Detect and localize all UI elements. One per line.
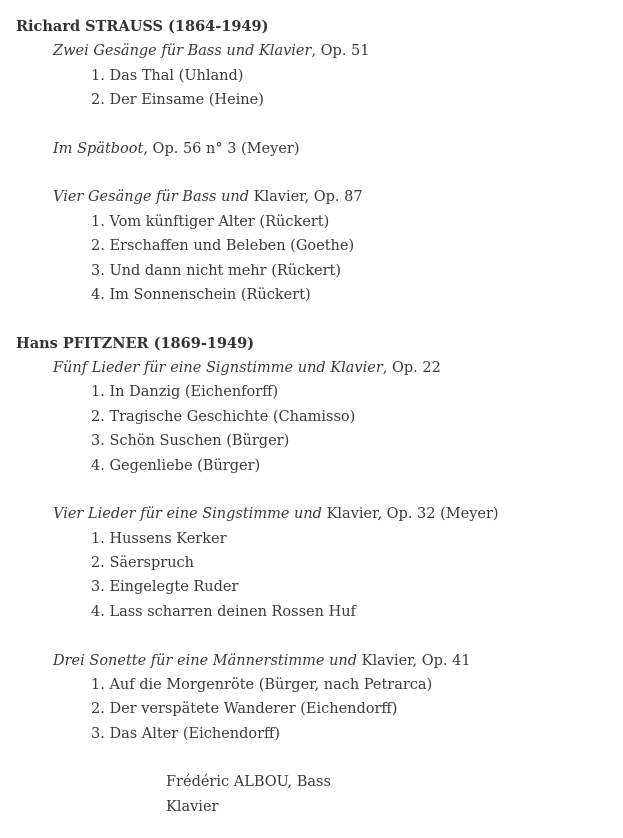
- song-item: 3. Das Alter (Eichendorff): [91, 726, 280, 742]
- work-title: [53, 188, 363, 206]
- song-item: 1. Das Thal (Uhland): [91, 68, 244, 84]
- work-title: [53, 505, 499, 523]
- song-item: 1. Auf die Morgenröte (Bürger, nach Petrarca): [91, 677, 433, 693]
- work-title-italic: Zwei Gesänge für Bass und Klavier: [53, 43, 312, 59]
- work-title-opus: Klavier, Op. 87: [249, 189, 363, 205]
- composer-heading: Richard STRAUSS (1864-1949): [16, 18, 269, 35]
- work-title: [53, 359, 441, 377]
- song-item: 1. Vom künftiger Alter (Rückert): [91, 214, 330, 230]
- song-item: 3. Eingelegte Ruder: [91, 579, 239, 595]
- song-item: 3. Schön Suschen (Bürger): [91, 433, 290, 449]
- composer-heading: Hans PFITZNER (1869-1949): [16, 335, 255, 352]
- song-item: 1. In Danzig (Eichenforff): [91, 384, 279, 400]
- work-title-italic: Drei Sonette für eine Männerstimme und: [53, 653, 358, 669]
- work-title-opus: Klavier, Op. 41: [357, 653, 471, 669]
- work-title-italic: Vier Lieder für eine Singstimme und: [53, 506, 322, 522]
- song-item: 2. Tragische Geschichte (Chamisso): [91, 409, 356, 425]
- song-item: 4. Im Sonnenschein (Rückert): [91, 287, 311, 303]
- song-item: 2. Erschaffen und Beleben (Goethe): [91, 238, 355, 254]
- work-title-opus: , Op. 22: [382, 360, 441, 376]
- work-title-opus: Klavier, Op. 32 (Meyer): [321, 506, 499, 522]
- work-title-opus: , Op. 51: [311, 43, 370, 59]
- work-title: [53, 652, 471, 670]
- performer-credit: Klavier: [166, 799, 219, 815]
- song-item: 1. Hussens Kerker: [91, 531, 227, 547]
- work-title-italic: Fünf Lieder für eine Signstimme und Klavier: [53, 360, 383, 376]
- song-item: 4. Gegenliebe (Bürger): [91, 458, 261, 474]
- song-item: 3. Und dann nicht mehr (Rückert): [91, 263, 342, 279]
- song-item: 2. Der Einsame (Heine): [91, 92, 264, 108]
- work-title-italic: Im Spätboot: [53, 141, 144, 157]
- performer-credit: Frédéric ALBOU, Bass: [166, 774, 331, 790]
- work-title-opus: , Op. 56 n° 3 (Meyer): [143, 141, 300, 157]
- song-item: 4. Lass scharren deinen Rossen Huf: [91, 604, 356, 620]
- song-item: 2. Säerspruch: [91, 555, 194, 571]
- song-item: 2. Der verspätete Wanderer (Eichendorff): [91, 701, 398, 717]
- work-title: [53, 42, 370, 60]
- work-title-italic: Vier Gesänge für Bass und: [53, 189, 250, 205]
- work-title: [53, 140, 300, 158]
